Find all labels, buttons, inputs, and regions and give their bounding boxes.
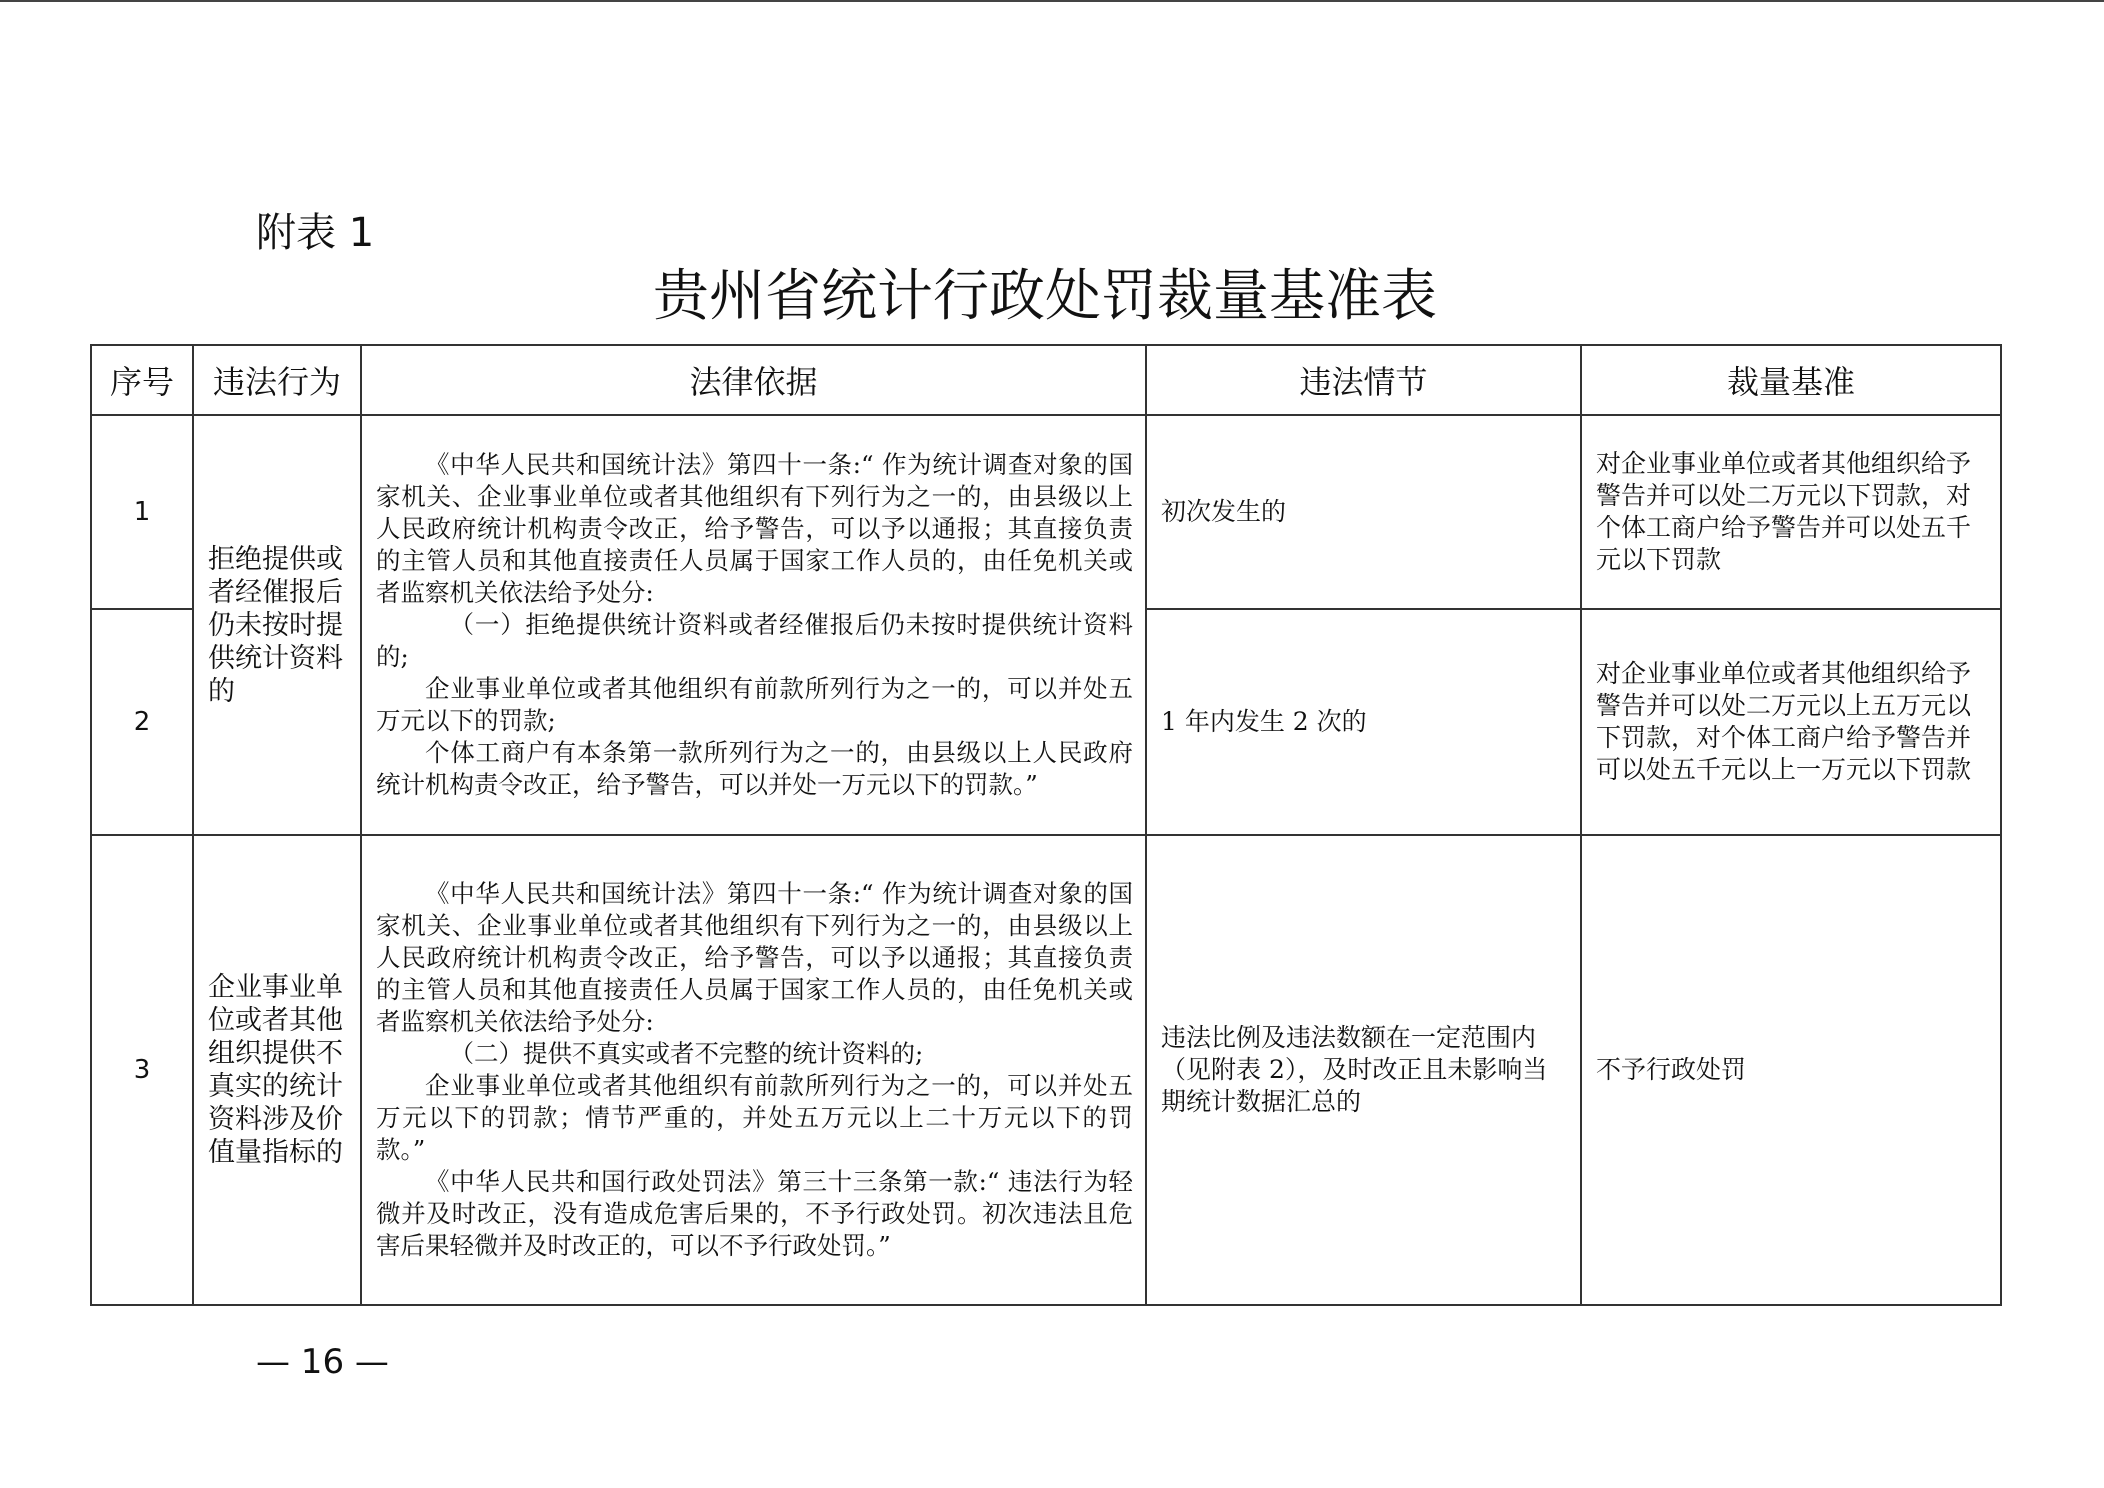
table-row-3 (91, 835, 2001, 1305)
behavior-cell-1: 拒绝提供或者经催报后仍未按时提供统计资料的 (193, 415, 361, 835)
basis-cell-3 (361, 835, 1146, 1305)
basis-paragraph: 《中华人民共和国统计法》第四十一条:“ 作为统计调查对象的国家机关、企业事业单位或者其他组织有下列行为之一的，由县级以上人民政府统计机构责令改正，给予警告，可以予以通报；其直接负责的主管人员和其他直接责任人员属于国家工作人员的，由任免机关或者监察机关依法给予处分: (376, 879, 1133, 1036)
basis-paragraph: （一）拒绝提供统计资料或者经催报后仍未按时提供统计资料的; (376, 610, 1133, 671)
standard-cell-2: 对企业事业单位或者其他组织给予警告并可以处二万元以上五万元以下罚款，对个体工商户给予警告并可以处五千元以上一万元以下罚款 (1581, 609, 2001, 835)
basis-paragraph: 企业事业单位或者其他组织有前款所列行为之一的，可以并处五万元以下的罚款；情节严重的，并处五万元以上二十万元以下的罚款。” (376, 1071, 1133, 1164)
plot-cell-1: 初次发生的 (1146, 415, 1581, 609)
header-behavior: 违法行为 (193, 345, 361, 415)
header-seq: 序号 (91, 345, 193, 415)
appendix-label: 附表 1 (256, 210, 375, 256)
standard-cell-3: 不予行政处罚 (1581, 835, 2001, 1305)
header-plot: 违法情节 (1146, 345, 1581, 415)
seq-cell-1: 1 (91, 415, 193, 609)
standard-cell-1: 对企业事业单位或者其他组织给予警告并可以处二万元以下罚款，对个体工商户给予警告并可以处五千元以下罚款 (1581, 415, 2001, 609)
basis-paragraph: 个体工商户有本条第一款所列行为之一的，由县级以上人民政府统计机构责令改正，给予警告，可以并处一万元以下的罚款。” (376, 738, 1133, 799)
document-title: 贵州省统计行政处罚裁量基准表 (653, 264, 1437, 329)
top-border-line (0, 0, 2104, 2)
basis-paragraph: 《中华人民共和国行政处罚法》第三十三条第一款:“ 违法行为轻微并及时改正，没有造成危害后果的，不予行政处罚。初次违法且危害后果轻微并及时改正的，可以不予行政处罚。” (376, 1167, 1133, 1260)
seq-cell-2: 2 (91, 609, 193, 835)
discretion-standard-table (90, 344, 2002, 1306)
basis-cell-1 (361, 415, 1146, 835)
plot-cell-2: 1 年内发生 2 次的 (1146, 609, 1581, 835)
seq-cell-3: 3 (91, 835, 193, 1305)
page-number: — 16 — (256, 1342, 389, 1382)
basis-paragraph: （二）提供不真实或者不完整的统计资料的; (449, 1039, 924, 1068)
header-standard: 裁量基准 (1581, 345, 2001, 415)
behavior-cell-3: 企业事业单位或者其他组织提供不真实的统计资料涉及价值量指标的 (193, 835, 361, 1305)
table-row-1 (91, 415, 2001, 609)
basis-paragraph: 企业事业单位或者其他组织有前款所列行为之一的，可以并处五万元以下的罚款; (376, 674, 1133, 735)
table-header-row (91, 345, 2001, 415)
plot-cell-3: 违法比例及违法数额在一定范围内（见附表 2），及时改正且未影响当期统计数据汇总的 (1146, 835, 1581, 1305)
basis-paragraph: 《中华人民共和国统计法》第四十一条:“ 作为统计调查对象的国家机关、企业事业单位或者其他组织有下列行为之一的，由县级以上人民政府统计机构责令改正，给予警告，可以予以通报；其直接负责的主管人员和其他直接责任人员属于国家工作人员的，由任免机关或者监察机关依法给予处分: (376, 450, 1133, 607)
header-basis: 法律依据 (361, 345, 1146, 415)
